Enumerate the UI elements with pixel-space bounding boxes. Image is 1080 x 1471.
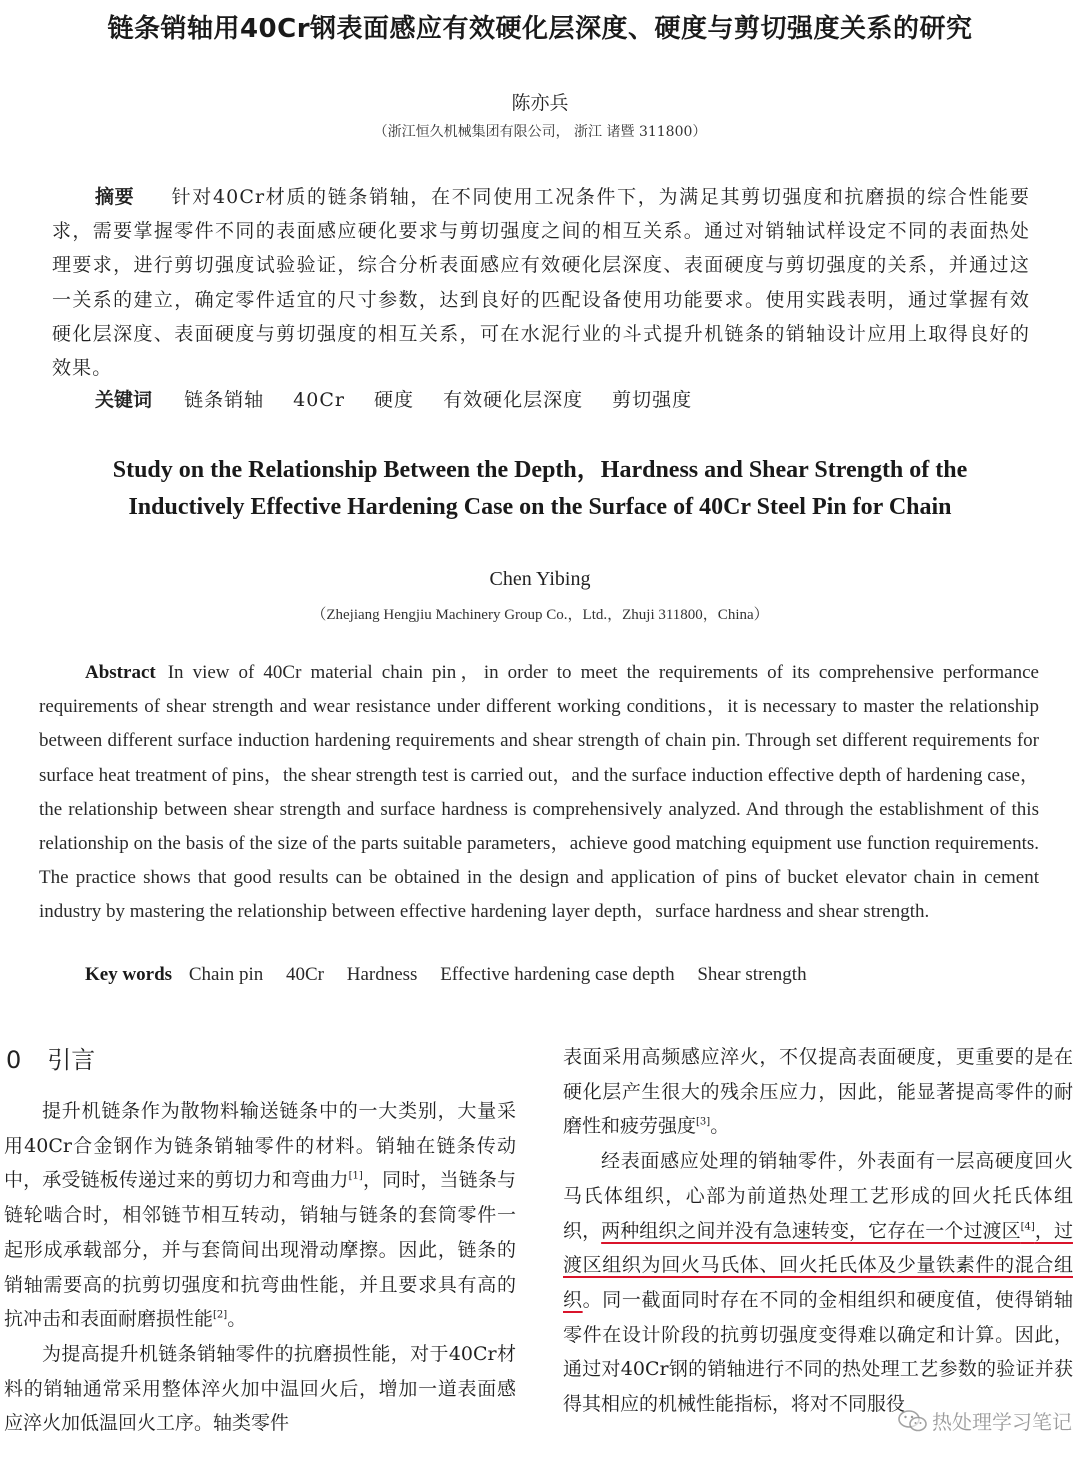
english-abstract-label: Abstract [85, 662, 156, 683]
citation: [4] [1020, 1221, 1035, 1233]
chinese-abstract-label: 摘要 [95, 186, 135, 208]
chinese-keyword: 有效硬化层深度 [443, 389, 584, 411]
chinese-abstract-text: 针对40Cr材质的链条销轴，在不同使用工况条件下，为满足其剪切强度和抗磨损的综合性能要求，需要掌握零件不同的表面感应硬化要求与剪切强度之间的相互关系。通过对销轴试样设定不同的表面热处理要求，进行剪切强度试验验证，综合分析表面感应有效硬化层深度、表面硬度与剪切强度的关系，并通过这一关系的建立，确定零件适宜的尺寸参数，达到良好的匹配设备使用功能要求。使用实践表明，通过掌握有效硬化层深度、表面硬度与剪切强度的相互关系，可在水泥行业的斗式提升机链条的销轴设计应用上取得良好的效果。 [52, 186, 1030, 380]
body-paragraph: 提升机链条作为散物料输送链条中的一大类别，大量采用40Cr合金钢作为链条销轴零件的材料。销轴在链条传动中，承受链板传递过来的剪切力和弯曲力[1]，同时，当链条与链轮啮合时，相邻链节相互转动，销轴与链条的套筒零件一起形成承载部分，并与套筒间出现滑动摩擦。因此，链条的销轴需要高的抗剪切强度和抗弯曲性能，并且要求具有高的抗冲击和表面耐磨损性能[2]。 [4, 1100, 516, 1331]
body-paragraph: 经表面感应处理的销轴零件，外表面有一层高硬度回火马氏体组织，心部为前道热处理工艺形成的回火托氏体组织，两种组织之间并没有急速转变，它存在一个过渡区[4]，过渡区组织为回火马氏体、回火托氏体及少量铁素件的混合组织。同一截面同时存在不同的金相组织和硬度值，使得销轴零件在设计阶段的抗剪切强度变得难以确定和计算。因此，通过对40Cr钢的销轴进行不同的热处理工艺参数的验证并获得其相应的机械性能指标，将对不同服役 [563, 1150, 1073, 1416]
english-keyword: Shear strength [697, 964, 807, 985]
chinese-author: 陈亦兵 [511, 92, 569, 114]
chinese-keyword: 链条销轴 [184, 389, 265, 411]
section-title: 引言 [47, 1046, 96, 1074]
section-number: 0 [6, 1046, 22, 1074]
left-column [4, 1094, 516, 1441]
citation: [1] [348, 1171, 363, 1183]
english-affiliation: （Zhejiang Hengjiu Machinery Group Co.，Ltd.，Zhuji 311800，China） [311, 607, 769, 623]
english-title-line1: Study on the Relationship Between the Depth，Hardness and Shear Strength of the [112, 457, 968, 483]
chinese-keywords [95, 385, 714, 412]
chinese-keyword: 硬度 [374, 389, 415, 411]
citation: [2] [213, 1309, 228, 1321]
chinese-keyword: 剪切强度 [612, 389, 693, 411]
english-keyword: Chain pin [188, 964, 264, 985]
section-heading [6, 1040, 95, 1075]
english-keyword: Hardness [346, 964, 418, 985]
citation: [3] [696, 1117, 711, 1129]
chinese-keywords-label: 关键词 [95, 389, 153, 411]
watermark [898, 1406, 1072, 1435]
english-keywords-label: Key words [85, 964, 173, 985]
underlined-text: 两种组织之间并没有急速转变，它存在一个过渡区[4]，过渡区组织为回火马氏体、回火托氏体及少量铁素件的混合组织 [563, 1219, 1073, 1311]
english-abstract-text: In view of 40Cr material chain pin，in order to meet the requirements of its comprehensive performance requirements of shear strength and wear resistance under different working conditions，it is necessary to master the relationship between different surface induction hardening requirements and shear strength of chain pin. Through set different requirements for surface heat treatment of pins，the shear strength test is carried out，and the surface induction effective depth of hardening case，the relationship between shear strength and surface hardness is comprehensively analyzed. And through the establishment of this relationship on the basis of the size of the parts suitable parameters，achieve good matching equipment use function requirements. The practice shows that good results can be obtained in the design and application of pins of bucket elevator chain in cement industry by mastering the relationship between effective hardening layer depth，surface hardness and shear strength. [39, 662, 1039, 923]
body-paragraph: 为提高提升机链条销轴零件的抗磨损性能，对于40Cr材料的销轴通常采用整体淬火加中温回火后，增加一道表面感应淬火加低温回火工序。轴类零件 [4, 1342, 516, 1435]
wechat-icon [898, 1409, 928, 1433]
english-title [0, 452, 1080, 526]
english-abstract [39, 656, 1039, 930]
chinese-title: 链条销轴用40Cr钢表面感应有效硬化层深度、硬度与剪切强度关系的研究 [107, 14, 973, 44]
right-column [563, 1040, 1073, 1422]
watermark-text: 热处理学习笔记 [932, 1410, 1072, 1434]
english-keyword: 40Cr [286, 964, 324, 985]
chinese-affiliation: （浙江恒久机械集团有限公司， 浙江 诸暨 311800） [373, 124, 707, 140]
english-keywords [85, 964, 825, 986]
body-paragraph: 表面采用高频感应淬火，不仅提高表面硬度，更重要的是在硬化层产生很大的残余压应力，因此，能显著提高零件的耐磨性和疲劳强度[3]。 [563, 1046, 1073, 1138]
chinese-abstract [52, 180, 1030, 385]
english-keyword: Effective hardening case depth [440, 964, 675, 985]
chinese-keyword: 40Cr [293, 389, 345, 411]
english-title-line2: Inductively Effective Hardening Case on the Surface of 40Cr Steel Pin for Chain [128, 494, 952, 520]
english-author: Chen Yibing [489, 568, 591, 590]
